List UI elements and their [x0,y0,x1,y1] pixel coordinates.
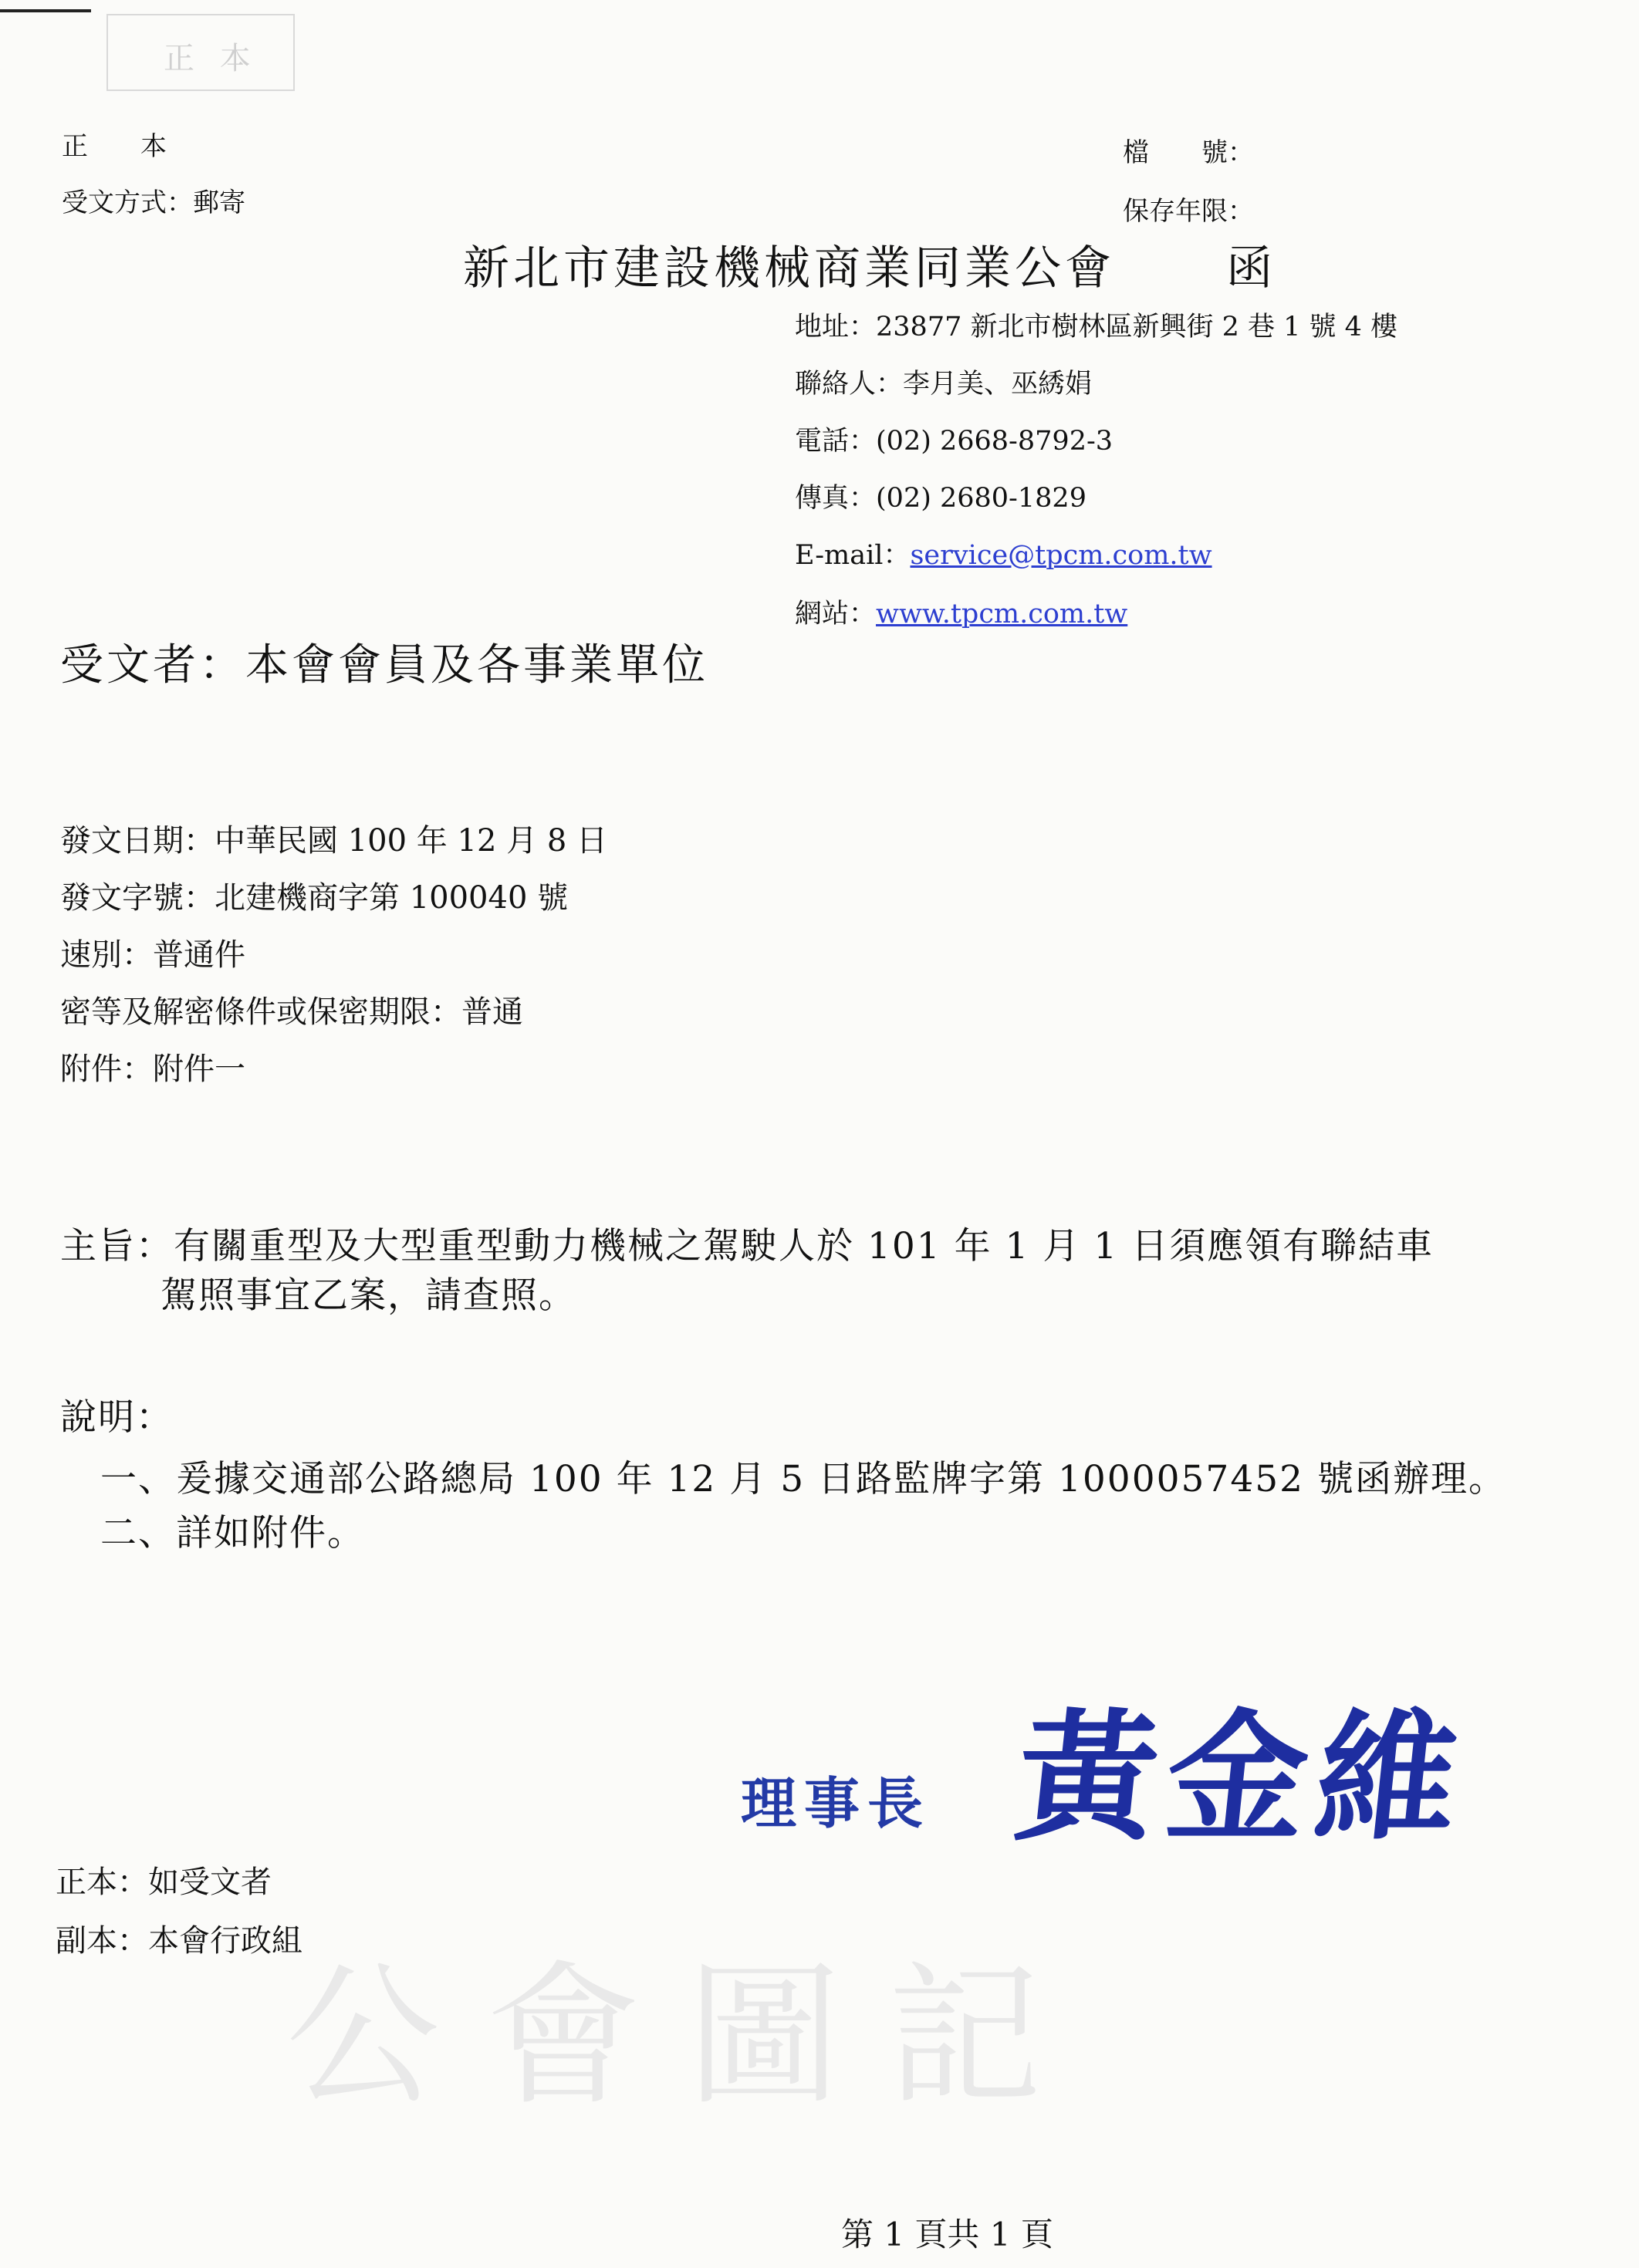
urgency: 速別：普通件 [60,937,245,973]
top-rule [0,9,91,12]
subject-line-1: 有關重型及大型重型動力機械之駕駛人於 101 年 1 月 1 日須應領有聯結車 [174,1225,1435,1267]
phone-value: (02) 2668-8792-3 [876,426,1114,457]
copy-type: 正 本 [62,131,167,162]
item-text: 爰據交通部公路總局 100 年 12 月 5 日路監牌字第 1000057452 號函辦理。 [176,1458,1506,1500]
fax-label: 傳真： [795,483,877,514]
retention-period: 保存年限： [1123,196,1254,227]
subject [60,1217,1434,1269]
item-number: 二、 [100,1512,176,1554]
signature-title: 理事長 [741,1770,931,1836]
explanation-item-1 [100,1450,1506,1502]
contact-address [795,305,1397,344]
address-label: 地址： [795,312,877,343]
stamp-box-label: 正 本 [164,41,259,76]
website-link[interactable]: www.tpcm.com.tw [876,599,1128,629]
contact-email [795,534,1212,572]
explanation-item-2 [100,1504,365,1556]
subject-line-2: 駕照事宜乙案，請查照。 [161,1274,576,1317]
document-title [463,231,1276,298]
explanation-label: 說明： [60,1396,174,1439]
contact-website [795,592,1127,631]
subject-label: 主旨： [60,1225,174,1267]
document-type: 函 [1226,241,1277,295]
page-number: 第 1 頁共 1 頁 [841,2216,1053,2253]
delivery-method: 受文方式：郵寄 [62,187,245,218]
contact-person [795,363,1092,401]
file-number: 檔 號： [1123,137,1254,168]
email-label: E-mail： [795,540,911,571]
item-number: 一、 [100,1458,176,1500]
fax-value: (02) 2680-1829 [876,483,1086,514]
original-recipient: 正本：如受文者 [56,1865,272,1900]
phone-label: 電話： [795,426,877,457]
item-text: 詳如附件。 [176,1512,365,1554]
contact-phone [795,420,1113,458]
issue-number: 發文字號：北建機商字第 100040 號 [60,880,569,916]
person-value: 李月美、巫綉娟 [903,369,1093,400]
attachment: 附件：附件一 [60,1051,245,1087]
copy-recipient: 副本：本會行政組 [56,1923,302,1959]
org-name: 新北市建設機械商業同業公會 [463,241,1115,295]
address-value: 23877 新北市樹林區新興街 2 巷 1 號 4 樓 [876,312,1398,343]
signature-stamp: 黃金維 [1009,1695,1475,1860]
website-label: 網站： [795,599,877,629]
issue-date: 發文日期：中華民國 100 年 12 月 8 日 [60,823,607,859]
stamp-box [106,14,295,91]
person-label: 聯絡人： [795,369,904,400]
contact-fax [795,477,1086,515]
watermark-seal: 公會圖記 [286,1947,1089,2127]
recipient: 受文者：本會會員及各事業單位 [60,640,708,690]
email-link[interactable]: service@tpcm.com.tw [910,540,1212,571]
secrecy-level: 密等及解密條件或保密期限：普通 [60,994,523,1030]
